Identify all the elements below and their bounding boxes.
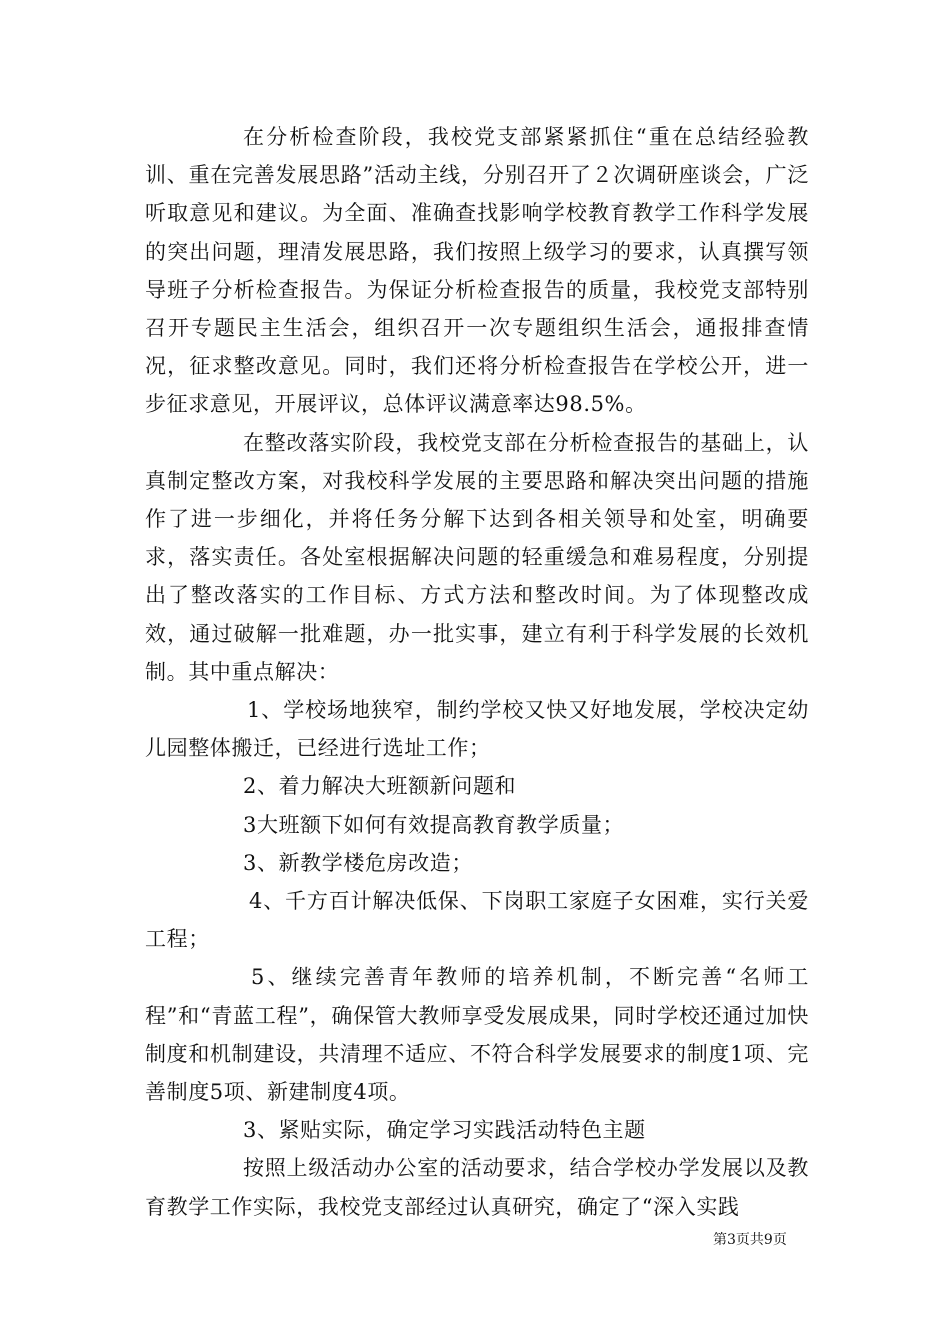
paragraph-rectification-stage: 在整改落实阶段，我校党支部在分析检查报告的基础上，认真制定整改方案，对我校科学发展的主要思路和解决突出问题的措施作了进一步细化，并将任务分解下达到各相关领导和处室，明确要求，落实责任。各处室根据解决问题的轻重缓急和难易程度，分别提出了整改落实的工作目标、方式方法和整改时间。为了体现整改成效，通过破解一批难题，办一批实事，建立有利于科学发展的长效机制。其中重点解决： bbox=[145, 430, 809, 684]
list-item-teaching-quality: 3大班额下如何有效提高教育教学质量； bbox=[243, 812, 625, 837]
section-heading-theme: 3、紧贴实际，确定学习实践活动特色主题 bbox=[243, 1118, 646, 1143]
paragraph-theme-intro: 按照上级活动办公室的活动要求，结合学校办学发展以及教育教学工作实际，我校党支部经过认真研究，确定了“深入实践 bbox=[145, 1156, 809, 1219]
document-body bbox=[145, 118, 809, 1226]
list-item-site-relocation: 1、学校场地狭窄，制约学校又快又好地发展，学校决定幼儿园整体搬迁，已经进行选址工作； bbox=[145, 698, 809, 761]
list-item-building-renovation: 3、新教学楼危房改造； bbox=[243, 850, 473, 875]
list-item-large-class: 2、着力解决大班额新问题和 bbox=[243, 774, 517, 799]
list-item-poverty-care: 4、千方百计解决低保、下岗职工家庭子女困难，实行关爱工程； bbox=[145, 889, 809, 952]
list-item-teacher-training: 5、继续完善青年教师的培养机制，不断完善“名师工程”和“青蓝工程”，确保管大教师享受发展成果，同时学校还通过加快制度和机制建设，共清理不适应、不符合科学发展要求的制度1项、完善制度5项、新建制度4项。 bbox=[145, 965, 809, 1105]
page-number: 第3页共9页 bbox=[713, 1232, 787, 1248]
paragraph-analysis-stage: 在分析检查阶段，我校党支部紧紧抓住“重在总结经验教训、重在完善发展思路”活动主线，分别召开了２次调研座谈会，广泛听取意见和建议。为全面、准确查找影响学校教育教学工作科学发展的突出问题，理清发展思路，我们按照上级学习的要求，认真撰写领导班子分析检查报告。为保证分析检查报告的质量，我校党支部特别召开专题民主生活会，组织召开一次专题组织生活会，通报排查情况，征求整改意见。同时，我们还将分析检查报告在学校公开，进一步征求意见，开展评议，总体评议满意率达98.5%。 bbox=[145, 125, 809, 417]
